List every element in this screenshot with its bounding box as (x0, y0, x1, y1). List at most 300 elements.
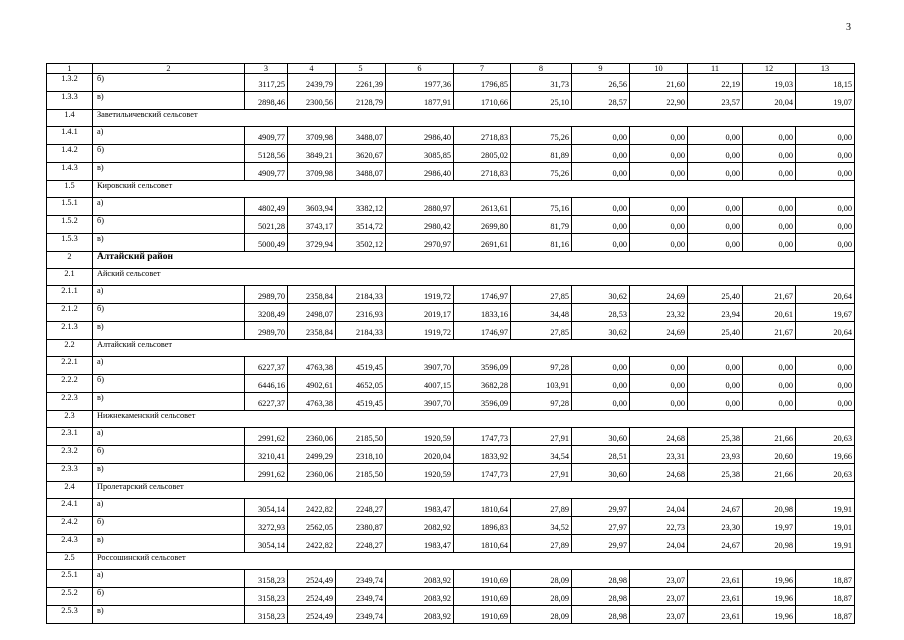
row-variant: а) (93, 428, 245, 446)
value-cell: 0,00 (743, 216, 796, 234)
value-cell: 2083,92 (386, 588, 454, 606)
row-code: 1.3.3 (47, 92, 93, 110)
table-row (47, 322, 855, 340)
row-variant: в) (93, 535, 245, 553)
value-cell: 2248,27 (336, 499, 386, 517)
value-cell: 4763,38 (288, 393, 336, 411)
value-cell: 3743,17 (288, 216, 336, 234)
value-cell: 0,00 (630, 216, 688, 234)
council-header-row (47, 411, 855, 428)
column-header: 11 (688, 64, 743, 74)
value-cell: 0,00 (630, 198, 688, 216)
value-cell: 0,00 (630, 357, 688, 375)
value-cell: 5021,28 (245, 216, 288, 234)
value-cell: 0,00 (796, 127, 855, 145)
column-header: 3 (245, 64, 288, 74)
value-cell: 6227,37 (245, 393, 288, 411)
value-cell: 1710,66 (454, 92, 511, 110)
value-cell: 0,00 (743, 357, 796, 375)
value-cell: 20,60 (743, 446, 796, 464)
table-row (47, 92, 855, 110)
value-cell: 2358,84 (288, 322, 336, 340)
value-cell: 2316,93 (336, 304, 386, 322)
row-variant: в) (93, 464, 245, 482)
value-cell: 19,91 (796, 499, 855, 517)
value-cell: 97,28 (511, 357, 572, 375)
value-cell: 34,54 (511, 446, 572, 464)
value-cell: 21,66 (743, 464, 796, 482)
value-cell: 2613,61 (454, 198, 511, 216)
row-code: 2.5 (47, 553, 93, 570)
value-cell: 0,00 (688, 393, 743, 411)
value-cell: 1977,36 (386, 74, 454, 92)
table-row (47, 535, 855, 553)
value-cell: 103,91 (511, 375, 572, 393)
value-cell: 3272,93 (245, 517, 288, 535)
value-cell: 0,00 (688, 216, 743, 234)
row-variant: б) (93, 517, 245, 535)
district-header-row (47, 252, 855, 269)
value-cell: 30,60 (572, 428, 630, 446)
table-row (47, 163, 855, 181)
value-cell: 3158,23 (245, 570, 288, 588)
value-cell: 4909,77 (245, 163, 288, 181)
value-cell: 0,00 (688, 198, 743, 216)
column-header: 8 (511, 64, 572, 74)
value-cell: 23,93 (688, 446, 743, 464)
value-cell: 2898,46 (245, 92, 288, 110)
value-cell: 23,61 (688, 570, 743, 588)
value-cell: 0,00 (743, 375, 796, 393)
value-cell: 22,19 (688, 74, 743, 92)
value-cell: 0,00 (688, 127, 743, 145)
column-header: 5 (336, 64, 386, 74)
value-cell: 27,91 (511, 428, 572, 446)
row-code: 2.1.1 (47, 286, 93, 304)
value-cell: 3054,14 (245, 535, 288, 553)
value-cell: 2880,97 (386, 198, 454, 216)
row-code: 1.5.3 (47, 234, 93, 252)
value-cell: 25,40 (688, 286, 743, 304)
row-code: 2.2.2 (47, 375, 93, 393)
value-cell: 3907,70 (386, 357, 454, 375)
value-cell: 28,09 (511, 588, 572, 606)
table-row (47, 499, 855, 517)
value-cell: 6227,37 (245, 357, 288, 375)
table-row (47, 198, 855, 216)
value-cell: 2422,82 (288, 535, 336, 553)
table-row (47, 464, 855, 482)
value-cell: 3488,07 (336, 163, 386, 181)
value-cell: 2020,04 (386, 446, 454, 464)
value-cell: 75,26 (511, 127, 572, 145)
value-cell: 28,98 (572, 606, 630, 624)
value-cell: 1920,59 (386, 428, 454, 446)
value-cell: 3709,98 (288, 163, 336, 181)
value-cell: 23,61 (688, 588, 743, 606)
value-cell: 22,73 (630, 517, 688, 535)
value-cell: 0,00 (796, 145, 855, 163)
value-cell: 3620,67 (336, 145, 386, 163)
council-name: Пролетарский сельсовет (93, 482, 855, 499)
table-row (47, 357, 855, 375)
value-cell: 34,48 (511, 304, 572, 322)
row-code: 1.4 (47, 110, 93, 127)
value-cell: 4802,49 (245, 198, 288, 216)
row-code: 1.5.2 (47, 216, 93, 234)
value-cell: 20,63 (796, 464, 855, 482)
value-cell: 21,67 (743, 322, 796, 340)
value-cell: 75,26 (511, 163, 572, 181)
value-cell: 2439,79 (288, 74, 336, 92)
council-name: Нижнекаменский сельсовет (93, 411, 855, 428)
value-cell: 21,66 (743, 428, 796, 446)
row-code: 1.4.1 (47, 127, 93, 145)
value-cell: 81,89 (511, 145, 572, 163)
row-code: 2.3.2 (47, 446, 93, 464)
column-header: 13 (796, 64, 855, 74)
row-code: 1.4.2 (47, 145, 93, 163)
value-cell: 1747,73 (454, 464, 511, 482)
value-cell: 1896,83 (454, 517, 511, 535)
value-cell: 2318,10 (336, 446, 386, 464)
row-code: 2.3.1 (47, 428, 93, 446)
value-cell: 0,00 (572, 145, 630, 163)
column-header: 9 (572, 64, 630, 74)
value-cell: 19,97 (743, 517, 796, 535)
value-cell: 0,00 (688, 357, 743, 375)
value-cell: 2185,50 (336, 428, 386, 446)
value-cell: 4763,38 (288, 357, 336, 375)
value-cell: 3596,09 (454, 357, 511, 375)
value-cell: 3907,70 (386, 393, 454, 411)
value-cell: 2524,49 (288, 570, 336, 588)
column-header: 10 (630, 64, 688, 74)
value-cell: 0,00 (743, 234, 796, 252)
row-code: 2.1.2 (47, 304, 93, 322)
value-cell: 2349,74 (336, 588, 386, 606)
council-name: Алтайский сельсовет (93, 340, 855, 357)
value-cell: 18,15 (796, 74, 855, 92)
value-cell: 2360,06 (288, 428, 336, 446)
value-cell: 0,00 (743, 145, 796, 163)
value-cell: 23,07 (630, 606, 688, 624)
value-cell: 3158,23 (245, 588, 288, 606)
value-cell: 2499,29 (288, 446, 336, 464)
table-row (47, 216, 855, 234)
value-cell: 3382,12 (336, 198, 386, 216)
value-cell: 27,91 (511, 464, 572, 482)
column-header: 12 (743, 64, 796, 74)
value-cell: 2986,40 (386, 163, 454, 181)
value-cell: 28,51 (572, 446, 630, 464)
value-cell: 2261,39 (336, 74, 386, 92)
value-cell: 23,30 (688, 517, 743, 535)
page-number: 3 (846, 22, 851, 33)
table-row (47, 588, 855, 606)
council-name: Россошинский сельсовет (93, 553, 855, 570)
value-cell: 18,87 (796, 588, 855, 606)
value-cell: 2349,74 (336, 606, 386, 624)
row-variant: в) (93, 322, 245, 340)
value-cell: 2524,49 (288, 588, 336, 606)
table-row (47, 127, 855, 145)
value-cell: 2184,33 (336, 286, 386, 304)
council-header-row (47, 110, 855, 127)
value-cell: 0,00 (572, 163, 630, 181)
value-cell: 1746,97 (454, 322, 511, 340)
value-cell: 2718,83 (454, 163, 511, 181)
value-cell: 24,69 (630, 322, 688, 340)
value-cell: 20,04 (743, 92, 796, 110)
council-name: Заветильичевский сельсовет (93, 110, 855, 127)
value-cell: 1920,59 (386, 464, 454, 482)
value-cell: 0,00 (743, 198, 796, 216)
value-cell: 3502,12 (336, 234, 386, 252)
value-cell: 20,61 (743, 304, 796, 322)
value-cell: 97,28 (511, 393, 572, 411)
value-cell: 3514,72 (336, 216, 386, 234)
council-header-row (47, 482, 855, 499)
value-cell: 25,40 (688, 322, 743, 340)
column-header: 6 (386, 64, 454, 74)
value-cell: 2991,62 (245, 464, 288, 482)
value-cell: 2082,92 (386, 517, 454, 535)
row-code: 2.2.3 (47, 393, 93, 411)
value-cell: 2980,42 (386, 216, 454, 234)
value-cell: 2524,49 (288, 606, 336, 624)
value-cell: 3117,25 (245, 74, 288, 92)
council-header-row (47, 269, 855, 286)
row-code: 2.4.2 (47, 517, 93, 535)
tariff-table (46, 63, 855, 624)
value-cell: 5000,49 (245, 234, 288, 252)
value-cell: 0,00 (572, 127, 630, 145)
row-variant: б) (93, 145, 245, 163)
value-cell: 0,00 (572, 234, 630, 252)
value-cell: 20,63 (796, 428, 855, 446)
value-cell: 2699,80 (454, 216, 511, 234)
value-cell: 2300,56 (288, 92, 336, 110)
value-cell: 1910,69 (454, 570, 511, 588)
value-cell: 2083,92 (386, 606, 454, 624)
value-cell: 24,67 (688, 499, 743, 517)
value-cell: 19,96 (743, 570, 796, 588)
table-row (47, 517, 855, 535)
value-cell: 23,31 (630, 446, 688, 464)
value-cell: 4909,77 (245, 127, 288, 145)
row-code: 2.4 (47, 482, 93, 499)
table-row (47, 74, 855, 92)
value-cell: 2360,06 (288, 464, 336, 482)
value-cell: 2562,05 (288, 517, 336, 535)
row-code: 1.4.3 (47, 163, 93, 181)
table-row (47, 375, 855, 393)
value-cell: 18,87 (796, 570, 855, 588)
row-variant: в) (93, 606, 245, 624)
value-cell: 0,00 (630, 163, 688, 181)
value-cell: 27,85 (511, 322, 572, 340)
value-cell: 1810,64 (454, 535, 511, 553)
value-cell: 4519,45 (336, 357, 386, 375)
value-cell: 2970,97 (386, 234, 454, 252)
value-cell: 2989,70 (245, 286, 288, 304)
value-cell: 30,62 (572, 286, 630, 304)
value-cell: 0,00 (796, 375, 855, 393)
row-code: 1.3.2 (47, 74, 93, 92)
value-cell: 27,89 (511, 499, 572, 517)
value-cell: 23,07 (630, 570, 688, 588)
value-cell: 2083,92 (386, 570, 454, 588)
value-cell: 21,60 (630, 74, 688, 92)
row-variant: а) (93, 286, 245, 304)
value-cell: 20,98 (743, 535, 796, 553)
value-cell: 23,32 (630, 304, 688, 322)
value-cell: 2989,70 (245, 322, 288, 340)
value-cell: 3208,49 (245, 304, 288, 322)
value-cell: 75,16 (511, 198, 572, 216)
value-cell: 0,00 (796, 198, 855, 216)
row-variant: в) (93, 393, 245, 411)
value-cell: 28,98 (572, 588, 630, 606)
table-row (47, 234, 855, 252)
value-cell: 3210,41 (245, 446, 288, 464)
value-cell: 2718,83 (454, 127, 511, 145)
value-cell: 0,00 (688, 234, 743, 252)
row-variant: б) (93, 375, 245, 393)
value-cell: 20,64 (796, 286, 855, 304)
row-variant: б) (93, 216, 245, 234)
council-name: Айский сельсовет (93, 269, 855, 286)
value-cell: 28,09 (511, 606, 572, 624)
value-cell: 3085,85 (386, 145, 454, 163)
value-cell: 34,52 (511, 517, 572, 535)
value-cell: 24,04 (630, 499, 688, 517)
value-cell: 4652,05 (336, 375, 386, 393)
value-cell: 6446,16 (245, 375, 288, 393)
column-header: 7 (454, 64, 511, 74)
value-cell: 19,07 (796, 92, 855, 110)
value-cell: 3682,28 (454, 375, 511, 393)
value-cell: 0,00 (796, 234, 855, 252)
value-cell: 19,03 (743, 74, 796, 92)
value-cell: 0,00 (743, 393, 796, 411)
value-cell: 31,73 (511, 74, 572, 92)
row-variant: в) (93, 92, 245, 110)
value-cell: 28,98 (572, 570, 630, 588)
value-cell: 0,00 (572, 375, 630, 393)
value-cell: 19,01 (796, 517, 855, 535)
value-cell: 3849,21 (288, 145, 336, 163)
row-variant: а) (93, 499, 245, 517)
value-cell: 27,97 (572, 517, 630, 535)
value-cell: 0,00 (796, 357, 855, 375)
value-cell: 3158,23 (245, 606, 288, 624)
value-cell: 2986,40 (386, 127, 454, 145)
value-cell: 0,00 (572, 357, 630, 375)
value-cell: 0,00 (688, 163, 743, 181)
value-cell: 0,00 (688, 145, 743, 163)
value-cell: 29,97 (572, 499, 630, 517)
value-cell: 25,10 (511, 92, 572, 110)
table-row (47, 606, 855, 624)
value-cell: 0,00 (688, 375, 743, 393)
row-code: 2.4.1 (47, 499, 93, 517)
row-code: 2 (47, 252, 93, 269)
value-cell: 2248,27 (336, 535, 386, 553)
value-cell: 4007,15 (386, 375, 454, 393)
value-cell: 23,61 (688, 606, 743, 624)
row-variant: а) (93, 127, 245, 145)
value-cell: 24,67 (688, 535, 743, 553)
value-cell: 0,00 (630, 375, 688, 393)
row-code: 2.5.1 (47, 570, 93, 588)
value-cell: 27,85 (511, 286, 572, 304)
value-cell: 1910,69 (454, 606, 511, 624)
value-cell: 1796,85 (454, 74, 511, 92)
value-cell: 28,53 (572, 304, 630, 322)
value-cell: 30,62 (572, 322, 630, 340)
value-cell: 2498,07 (288, 304, 336, 322)
value-cell: 1910,69 (454, 588, 511, 606)
column-number-row (47, 64, 855, 74)
table-row (47, 570, 855, 588)
value-cell: 1747,73 (454, 428, 511, 446)
value-cell: 20,64 (796, 322, 855, 340)
row-code: 2.5.2 (47, 588, 93, 606)
value-cell: 3709,98 (288, 127, 336, 145)
row-code: 2.1 (47, 269, 93, 286)
district-name: Алтайский район (93, 252, 855, 269)
value-cell: 2128,79 (336, 92, 386, 110)
value-cell: 2805,02 (454, 145, 511, 163)
value-cell: 3596,09 (454, 393, 511, 411)
row-variant: а) (93, 357, 245, 375)
value-cell: 3729,94 (288, 234, 336, 252)
value-cell: 24,68 (630, 428, 688, 446)
value-cell: 1810,64 (454, 499, 511, 517)
value-cell: 1919,72 (386, 322, 454, 340)
column-header: 2 (93, 64, 245, 74)
value-cell: 19,67 (796, 304, 855, 322)
value-cell: 23,07 (630, 588, 688, 606)
row-code: 2.2 (47, 340, 93, 357)
value-cell: 19,96 (743, 588, 796, 606)
value-cell: 0,00 (743, 163, 796, 181)
table-row (47, 428, 855, 446)
value-cell: 1746,97 (454, 286, 511, 304)
value-cell: 4519,45 (336, 393, 386, 411)
value-cell: 27,89 (511, 535, 572, 553)
value-cell: 18,87 (796, 606, 855, 624)
value-cell: 2185,50 (336, 464, 386, 482)
row-variant: б) (93, 304, 245, 322)
table-row (47, 393, 855, 411)
row-variant: а) (93, 198, 245, 216)
value-cell: 21,67 (743, 286, 796, 304)
value-cell: 20,98 (743, 499, 796, 517)
value-cell: 0,00 (796, 393, 855, 411)
value-cell: 19,91 (796, 535, 855, 553)
value-cell: 2380,87 (336, 517, 386, 535)
table-row (47, 304, 855, 322)
value-cell: 2422,82 (288, 499, 336, 517)
row-code: 2.5.3 (47, 606, 93, 624)
value-cell: 0,00 (572, 216, 630, 234)
value-cell: 0,00 (630, 127, 688, 145)
value-cell: 1983,47 (386, 499, 454, 517)
council-header-row (47, 553, 855, 570)
